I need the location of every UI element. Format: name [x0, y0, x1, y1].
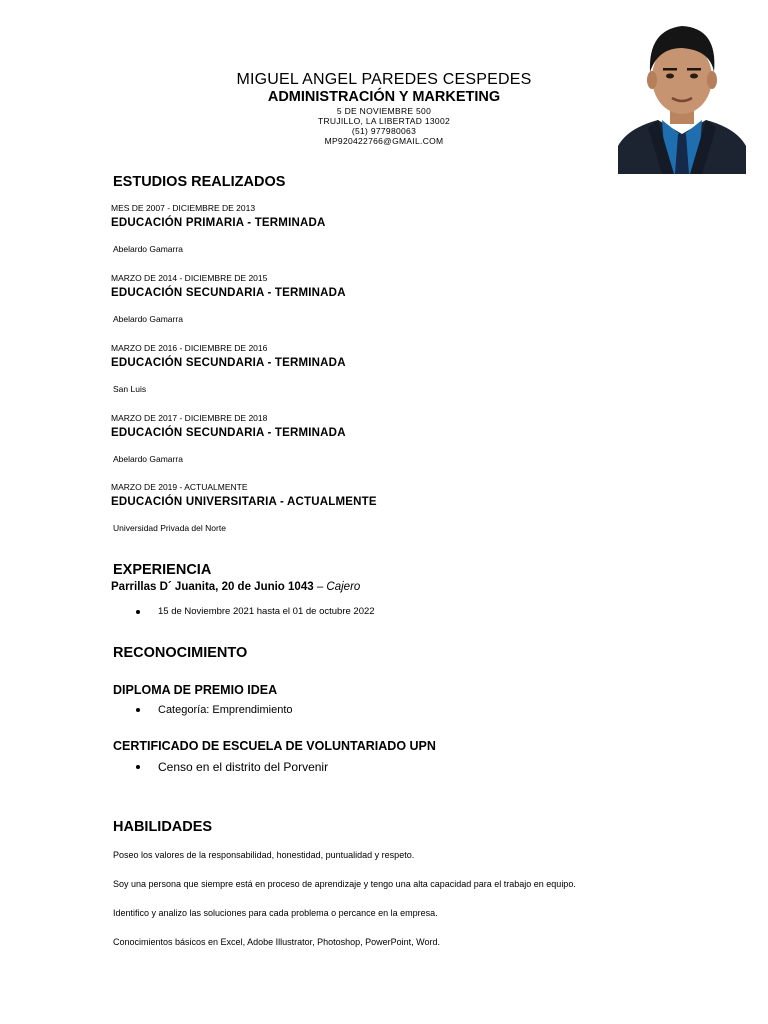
- recognition-bullet: [136, 704, 293, 716]
- address-line: 5 DE NOVIEMBRE 500: [336, 106, 432, 116]
- experience-title: EXPERIENCIA: [113, 562, 212, 578]
- profile-photo: [618, 16, 746, 174]
- email-line: MP920422766@GMAIL.COM: [324, 136, 444, 146]
- candidate-role: ADMINISTRACIÓN Y MARKETING: [267, 89, 501, 105]
- studies-title: ESTUDIOS REALIZADOS: [113, 174, 286, 190]
- skill-item: Soy una persona que siempre está en proceso de aprendizaje y tengo una alta capacidad para el trabajo en equipo.: [113, 879, 576, 889]
- bullet-icon: [136, 610, 140, 614]
- study-school: San Luis: [113, 384, 147, 394]
- experience-role: Cajero: [326, 581, 361, 593]
- recognition-item-title: DIPLOMA DE PREMIO IDEA: [113, 683, 278, 697]
- phone-line: (51) 977980063: [351, 126, 417, 136]
- study-item: [111, 343, 651, 395]
- recognition-item-title: CERTIFICADO DE ESCUELA DE VOLUNTARIADO UPN: [113, 739, 436, 753]
- skills-title: HABILIDADES: [113, 819, 213, 835]
- experience-bullet: [136, 606, 375, 617]
- city-line: TRUJILLO, LA LIBERTAD 13002: [317, 116, 451, 126]
- study-item: [111, 413, 651, 465]
- study-school: Abelardo Gamarra: [113, 314, 183, 324]
- study-school: Abelardo Gamarra: [113, 244, 183, 254]
- bullet-icon: [136, 765, 140, 769]
- study-degree: EDUCACIÓN UNIVERSITARIA - ACTUALMENTE: [111, 496, 377, 508]
- person-photo-icon: [618, 16, 746, 174]
- study-date: MES DE 2007 - DICIEMBRE DE 2013: [111, 203, 256, 213]
- skill-item: Conocimientos básicos en Excel, Adobe Illustrator, Photoshop, PowerPoint, Word.: [113, 937, 441, 947]
- experience-entry: [111, 580, 360, 594]
- study-school: Abelardo Gamarra: [113, 454, 183, 464]
- study-date: MARZO DE 2016 - DICIEMBRE DE 2016: [111, 343, 268, 353]
- study-degree: EDUCACIÓN SECUNDARIA - TERMINADA: [111, 357, 346, 369]
- study-degree: EDUCACIÓN SECUNDARIA - TERMINADA: [111, 287, 346, 299]
- study-date: MARZO DE 2019 - ACTUALMENTE: [111, 482, 248, 492]
- resume-header: [160, 70, 608, 146]
- study-degree: EDUCACIÓN SECUNDARIA - TERMINADA: [111, 427, 346, 439]
- bullet-icon: [136, 708, 140, 712]
- recognition-detail: Categoría: Emprendimiento: [158, 704, 293, 716]
- skill-item: Poseo los valores de la responsabilidad, honestidad, puntualidad y respeto.: [113, 850, 415, 860]
- study-date: MARZO DE 2017 - DICIEMBRE DE 2018: [111, 413, 268, 423]
- study-school: Universidad Privada del Norte: [113, 523, 226, 533]
- skill-item: Identifico y analizo las soluciones para cada problema o percance en la empresa.: [113, 908, 438, 918]
- study-date: MARZO DE 2014 - DICIEMBRE DE 2015: [111, 273, 268, 283]
- recognition-bullet: [136, 760, 328, 774]
- recognition-title: RECONOCIMIENTO: [113, 645, 248, 661]
- experience-company: Parrillas D´ Juanita, 20 de Junio 1043: [111, 581, 314, 593]
- recognition-detail: Censo en el distrito del Porvenir: [158, 760, 329, 774]
- candidate-name: MIGUEL ANGEL PAREDES CESPEDES: [236, 71, 532, 88]
- study-item: [111, 482, 651, 534]
- study-degree: EDUCACIÓN PRIMARIA - TERMINADA: [111, 217, 326, 229]
- study-item: [111, 273, 651, 325]
- study-item: [111, 203, 651, 255]
- experience-separator: –: [313, 581, 327, 593]
- experience-period: 15 de Noviembre 2021 hasta el 01 de octubre 2022: [158, 606, 375, 617]
